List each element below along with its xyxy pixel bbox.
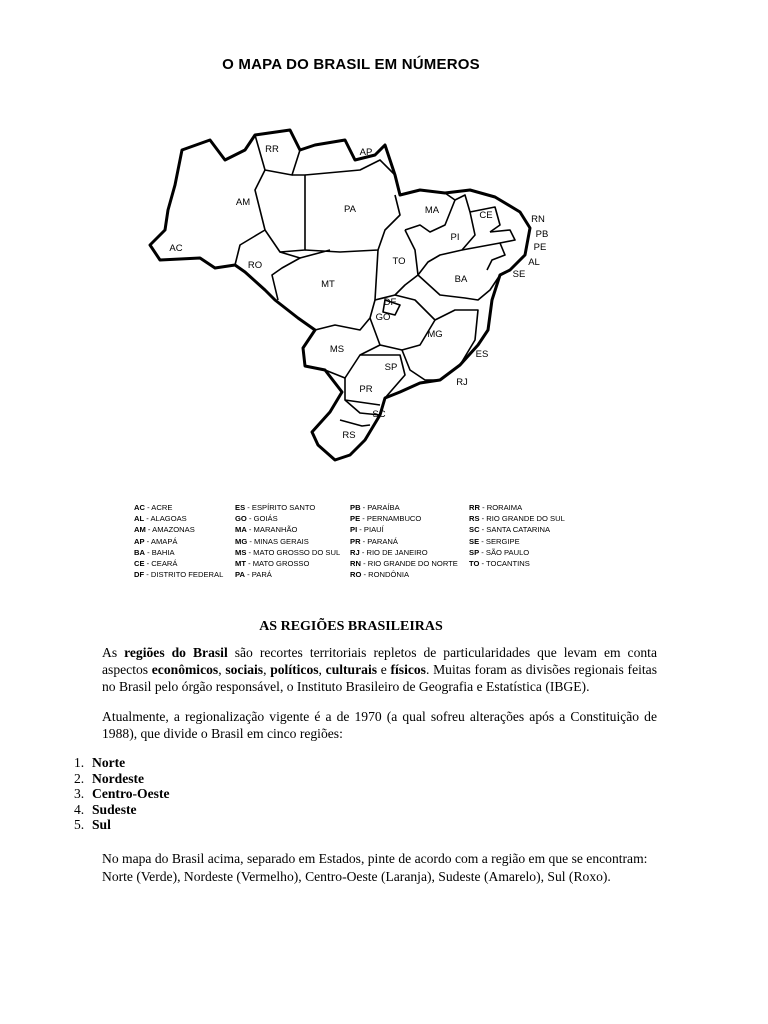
state-label-go: GO: [375, 312, 391, 323]
state-label-mt: MT: [321, 279, 335, 290]
legend-column: [350, 502, 458, 580]
state-label-pb: PB: [535, 229, 549, 240]
state-label-mg: MG: [427, 329, 443, 340]
paragraph-regionalization: Atualmente, a regionalização vigente é a de 1970 (a qual sofreu alterações após a Constituição de 1988), que divide o Brasil em cinco regiões:: [102, 709, 657, 741]
state-label-ap: AP: [359, 147, 373, 158]
legend-item-ap: AP - AMAPÁ: [134, 536, 178, 546]
legend-item-mt: MT - MATO GROSSO: [235, 558, 310, 568]
legend-item-ms: MS - MATO GROSSO DO SUL: [235, 547, 341, 557]
legend-item-sc: SC - SANTA CATARINA: [469, 525, 551, 535]
legend-item-rr: RR - RORAIMA: [469, 503, 523, 512]
page-title: O MAPA DO BRASIL EM NÚMEROS: [222, 56, 480, 73]
legend-item-se: SE - SERGIPE: [469, 536, 520, 546]
legend-item-ma: MA - MARANHÃO: [235, 525, 298, 535]
instruction-text: No mapa do Brasil acima, separado em Estados, pinte de acordo com a região em que se encontram: Norte (Verde), Nordeste (Vermelho), Centro-Oeste (Laranja), Sudeste (Amarelo), Sul (Roxo).: [102, 851, 648, 884]
legend-column: [469, 502, 565, 569]
state-label-ce: CE: [479, 210, 493, 221]
brazil-outline: [150, 130, 530, 460]
state-label-al: AL: [528, 257, 540, 268]
state-label-df: DF: [383, 297, 397, 308]
state-label-pi: PI: [450, 232, 460, 243]
legend-item-al: AL - ALAGOAS: [134, 514, 187, 524]
state-label-ac: AC: [169, 243, 183, 254]
legend-item-rn: RN - RIO GRANDE DO NORTE: [350, 558, 458, 568]
state-label-am: AM: [235, 197, 251, 208]
list-item: 2. Nordeste: [74, 770, 145, 786]
legend-item-ba: BA - BAHIA: [134, 547, 175, 557]
state-label-rr: RR: [265, 144, 279, 155]
state-label-ba: BA: [454, 274, 468, 285]
state-label-sp: SP: [384, 362, 398, 373]
legend-item-to: TO - TOCANTINS: [469, 558, 530, 568]
legend-item-go: GO - GOIÁS: [235, 514, 278, 524]
legend-item-pe: PE - PERNAMBUCO: [350, 514, 422, 524]
list-item: 4. Sudeste: [74, 801, 137, 817]
list-item: 5. Sul: [74, 817, 111, 832]
brazil-map: [140, 118, 580, 468]
legend-item-sp: SP - SÃO PAULO: [469, 547, 530, 557]
state-label-rj: RJ: [456, 377, 468, 388]
legend-item-pa: PA - PARÁ: [235, 570, 272, 580]
state-label-ma: MA: [424, 205, 440, 216]
legend-item-mg: MG - MINAS GERAIS: [235, 536, 309, 546]
legend-column: [235, 502, 340, 580]
legend-item-ce: CE - CEARÁ: [134, 558, 178, 568]
legend-item-rs: RS - RIO GRANDE DO SUL: [469, 514, 565, 524]
regions-list: [74, 755, 170, 833]
state-label-rs: RS: [342, 430, 356, 441]
legend-item-pb: PB - PARAÍBA: [350, 503, 400, 512]
state-label-es: ES: [475, 349, 489, 360]
legend-item-pr: PR - PARANÁ: [350, 536, 398, 546]
state-label-to: TO: [392, 256, 406, 267]
state-label-rn: RN: [531, 214, 545, 225]
legend-item-df: DF - DISTRITO FEDERAL: [134, 570, 224, 580]
state-label-se: SE: [512, 269, 526, 280]
state-label-pe: PE: [533, 242, 547, 253]
state-label-pr: PR: [359, 384, 373, 395]
list-item: 1. Norte: [74, 755, 126, 770]
legend-item-rj: RJ - RIO DE JANEIRO: [350, 547, 428, 557]
legend-column: [134, 502, 223, 580]
state-label-sc: SC: [372, 409, 386, 420]
section-title: AS REGIÕES BRASILEIRAS: [259, 619, 443, 634]
state-label-pa: PA: [344, 204, 356, 215]
legend-item-ac: AC - ACRE: [134, 503, 173, 512]
list-item: 3. Centro-Oeste: [74, 786, 170, 801]
legend-item-am: AM - AMAZONAS: [134, 525, 195, 535]
state-label-ms: MS: [329, 344, 345, 355]
legend-item-es: ES - ESPÍRITO SANTO: [235, 503, 316, 512]
legend-item-pi: PI - PIAUÍ: [350, 525, 384, 535]
legend-item-ro: RO - RONDÔNIA: [350, 570, 410, 580]
state-label-ro: RO: [247, 260, 263, 271]
paragraph-regions-intro: As regiões do Brasil são recortes territoriais repletos de particularidades que levam em conta aspectos econômicos, sociais, políticos, culturais e físicos. Muitas foram as divisões regionais feitas no Brasil pelo órgão responsável, o Instituto Brasileiro de Geografia e Estatística (IBGE).: [102, 645, 657, 694]
